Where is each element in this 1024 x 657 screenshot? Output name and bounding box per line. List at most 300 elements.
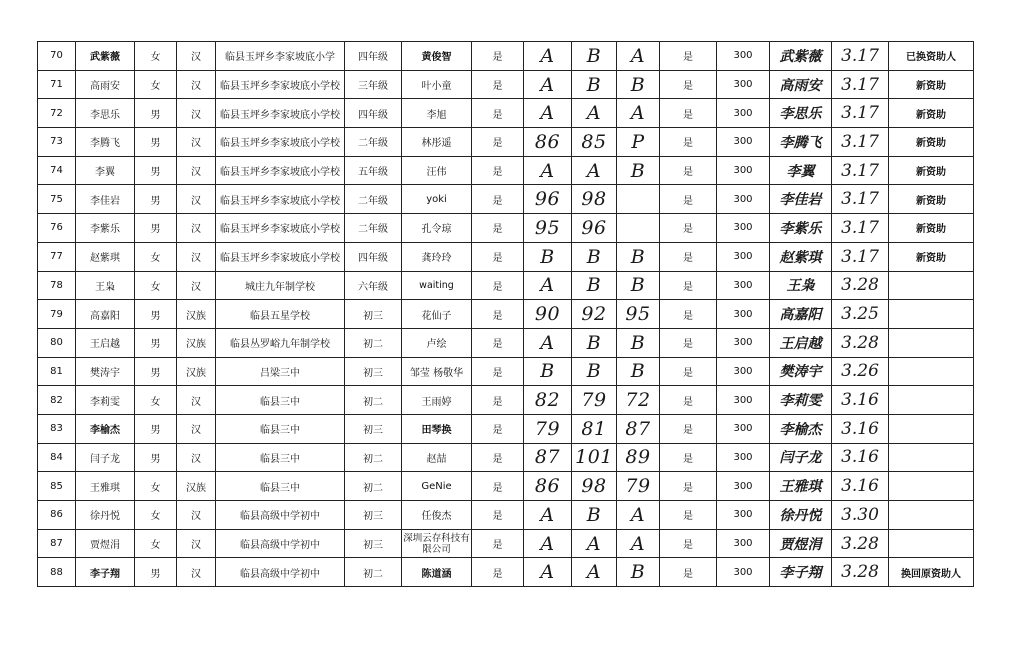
amount-cell: 300: [717, 300, 770, 329]
row-number-cell: 87: [38, 529, 76, 558]
score-1-cell: 79: [524, 414, 572, 443]
score-3-cell: B: [617, 242, 660, 271]
school-cell: 临县高级中学初中: [216, 501, 345, 530]
gender-cell: 女: [135, 271, 177, 300]
score-1-cell: A: [524, 42, 572, 71]
ethnicity-cell: 汉族: [177, 472, 216, 501]
score-2-cell: 96: [572, 214, 617, 243]
amount-cell: 300: [717, 271, 770, 300]
grade-cell: 初三: [345, 357, 402, 386]
note-cell: 新资助: [889, 214, 974, 243]
gender-cell: 男: [135, 443, 177, 472]
row-number-cell: 85: [38, 472, 76, 501]
student-name-cell: 王启越: [76, 328, 135, 357]
signature-cell: 闫子龙: [770, 443, 832, 472]
ethnicity-cell: 汉: [177, 271, 216, 300]
score-1-cell: A: [524, 156, 572, 185]
note-cell: [889, 529, 974, 558]
signature-cell: 李思乐: [770, 99, 832, 128]
amount-cell: 300: [717, 529, 770, 558]
score-1-cell: A: [524, 271, 572, 300]
note-cell: [889, 414, 974, 443]
gender-cell: 男: [135, 357, 177, 386]
row-number-cell: 84: [38, 443, 76, 472]
signature-cell: 李佳岩: [770, 185, 832, 214]
school-cell: 临县玉坪乡李家坡底小学校: [216, 242, 345, 271]
note-cell: 新资助: [889, 185, 974, 214]
sign-date-cell: 3.28: [832, 529, 889, 558]
signature-cell: 王雅琪: [770, 472, 832, 501]
amount-cell: 300: [717, 501, 770, 530]
school-cell: 临县玉坪乡李家坡底小学校: [216, 128, 345, 157]
table-row: [38, 357, 974, 386]
sponsor-cell: yoki: [402, 185, 472, 214]
note-cell: [889, 357, 974, 386]
status-yes-cell: 是: [472, 99, 524, 128]
score-2-cell: 98: [572, 472, 617, 501]
score-1-cell: A: [524, 99, 572, 128]
sponsor-cell: 任俊杰: [402, 501, 472, 530]
grade-cell: 初二: [345, 472, 402, 501]
received-yes-cell: 是: [660, 414, 717, 443]
amount-cell: 300: [717, 558, 770, 587]
status-yes-cell: 是: [472, 414, 524, 443]
score-3-cell: B: [617, 156, 660, 185]
gender-cell: 女: [135, 529, 177, 558]
score-1-cell: B: [524, 242, 572, 271]
status-yes-cell: 是: [472, 558, 524, 587]
school-cell: 临县三中: [216, 443, 345, 472]
grade-cell: 六年级: [345, 271, 402, 300]
score-2-cell: A: [572, 558, 617, 587]
note-cell: [889, 300, 974, 329]
student-name-cell: 高雨安: [76, 70, 135, 99]
grade-cell: 初二: [345, 558, 402, 587]
sign-date-cell: 3.16: [832, 386, 889, 415]
score-2-cell: 101: [572, 443, 617, 472]
received-yes-cell: 是: [660, 386, 717, 415]
score-3-cell: A: [617, 529, 660, 558]
score-1-cell: 95: [524, 214, 572, 243]
student-name-cell: 徐丹悦: [76, 501, 135, 530]
score-1-cell: 96: [524, 185, 572, 214]
score-3-cell: 89: [617, 443, 660, 472]
received-yes-cell: 是: [660, 70, 717, 99]
sign-date-cell: 3.17: [832, 128, 889, 157]
ethnicity-cell: 汉: [177, 529, 216, 558]
signature-cell: 武紫薇: [770, 42, 832, 71]
row-number-cell: 82: [38, 386, 76, 415]
signature-cell: 李莉雯: [770, 386, 832, 415]
ethnicity-cell: 汉: [177, 185, 216, 214]
student-name-cell: 李莉雯: [76, 386, 135, 415]
student-name-cell: 贾煜涓: [76, 529, 135, 558]
score-2-cell: B: [572, 70, 617, 99]
ethnicity-cell: 汉: [177, 156, 216, 185]
sign-date-cell: 3.28: [832, 271, 889, 300]
sponsor-cell: waiting: [402, 271, 472, 300]
ethnicity-cell: 汉: [177, 214, 216, 243]
sponsor-cell: 汪伟: [402, 156, 472, 185]
sponsor-cell: 卢绘: [402, 328, 472, 357]
score-2-cell: A: [572, 99, 617, 128]
signature-cell: 李榆杰: [770, 414, 832, 443]
student-name-cell: 李紫乐: [76, 214, 135, 243]
grade-cell: 初三: [345, 501, 402, 530]
signature-cell: 高嘉阳: [770, 300, 832, 329]
note-cell: [889, 443, 974, 472]
note-cell: [889, 271, 974, 300]
amount-cell: 300: [717, 99, 770, 128]
score-2-cell: 92: [572, 300, 617, 329]
table-row: [38, 156, 974, 185]
received-yes-cell: 是: [660, 42, 717, 71]
score-3-cell: B: [617, 70, 660, 99]
school-cell: 临县三中: [216, 414, 345, 443]
score-2-cell: A: [572, 156, 617, 185]
gender-cell: 男: [135, 328, 177, 357]
note-cell: 新资助: [889, 156, 974, 185]
received-yes-cell: 是: [660, 300, 717, 329]
signature-cell: 贾煜涓: [770, 529, 832, 558]
sponsor-cell: 花仙子: [402, 300, 472, 329]
gender-cell: 女: [135, 501, 177, 530]
sign-date-cell: 3.26: [832, 357, 889, 386]
sponsor-cell: 田琴换: [402, 414, 472, 443]
amount-cell: 300: [717, 128, 770, 157]
score-3-cell: 87: [617, 414, 660, 443]
row-number-cell: 70: [38, 42, 76, 71]
amount-cell: 300: [717, 214, 770, 243]
status-yes-cell: 是: [472, 128, 524, 157]
signature-cell: 李翼: [770, 156, 832, 185]
gender-cell: 男: [135, 185, 177, 214]
student-name-cell: 李思乐: [76, 99, 135, 128]
score-2-cell: B: [572, 501, 617, 530]
status-yes-cell: 是: [472, 156, 524, 185]
gender-cell: 女: [135, 242, 177, 271]
score-3-cell: [617, 185, 660, 214]
sign-date-cell: 3.28: [832, 558, 889, 587]
row-number-cell: 76: [38, 214, 76, 243]
received-yes-cell: 是: [660, 472, 717, 501]
received-yes-cell: 是: [660, 185, 717, 214]
status-yes-cell: 是: [472, 472, 524, 501]
school-cell: 临县玉坪乡李家坡底小学: [216, 42, 345, 71]
score-3-cell: A: [617, 42, 660, 71]
status-yes-cell: 是: [472, 386, 524, 415]
score-1-cell: 90: [524, 300, 572, 329]
school-cell: 临县玉坪乡李家坡底小学校: [216, 214, 345, 243]
table-row: [38, 214, 974, 243]
gender-cell: 男: [135, 156, 177, 185]
student-name-cell: 王枭: [76, 271, 135, 300]
ethnicity-cell: 汉: [177, 242, 216, 271]
note-cell: 换回原资助人: [889, 558, 974, 587]
school-cell: 城庄九年制学校: [216, 271, 345, 300]
table-row: [38, 443, 974, 472]
note-cell: 已换资助人: [889, 42, 974, 71]
grade-cell: 四年级: [345, 99, 402, 128]
score-3-cell: P: [617, 128, 660, 157]
received-yes-cell: 是: [660, 558, 717, 587]
sign-date-cell: 3.16: [832, 443, 889, 472]
signature-cell: 王枭: [770, 271, 832, 300]
status-yes-cell: 是: [472, 271, 524, 300]
grade-cell: 三年级: [345, 70, 402, 99]
row-number-cell: 72: [38, 99, 76, 128]
received-yes-cell: 是: [660, 357, 717, 386]
signature-cell: 高雨安: [770, 70, 832, 99]
score-1-cell: 82: [524, 386, 572, 415]
ethnicity-cell: 汉: [177, 128, 216, 157]
student-name-cell: 赵紫琪: [76, 242, 135, 271]
score-3-cell: B: [617, 271, 660, 300]
school-cell: 临县丛罗峪九年制学校: [216, 328, 345, 357]
score-3-cell: 95: [617, 300, 660, 329]
signature-cell: 李紫乐: [770, 214, 832, 243]
sign-date-cell: 3.17: [832, 156, 889, 185]
sponsor-cell: 深圳云存科技有限公司: [402, 529, 472, 558]
gender-cell: 男: [135, 214, 177, 243]
row-number-cell: 83: [38, 414, 76, 443]
note-cell: 新资助: [889, 242, 974, 271]
school-cell: 临县玉坪乡李家坡底小学校: [216, 185, 345, 214]
amount-cell: 300: [717, 242, 770, 271]
score-3-cell: A: [617, 501, 660, 530]
row-number-cell: 78: [38, 271, 76, 300]
score-3-cell: B: [617, 558, 660, 587]
table-body: [38, 42, 974, 587]
gender-cell: 女: [135, 42, 177, 71]
table-row: [38, 242, 974, 271]
ethnicity-cell: 汉: [177, 42, 216, 71]
signature-cell: 李腾飞: [770, 128, 832, 157]
score-2-cell: 81: [572, 414, 617, 443]
row-number-cell: 75: [38, 185, 76, 214]
score-3-cell: B: [617, 328, 660, 357]
table-row: [38, 386, 974, 415]
school-cell: 临县高级中学初中: [216, 558, 345, 587]
school-cell: 吕梁三中: [216, 357, 345, 386]
sponsor-cell: 龚玲玲: [402, 242, 472, 271]
table-row: [38, 99, 974, 128]
score-1-cell: A: [524, 558, 572, 587]
score-1-cell: B: [524, 357, 572, 386]
amount-cell: 300: [717, 386, 770, 415]
sign-date-cell: 3.17: [832, 99, 889, 128]
score-2-cell: B: [572, 271, 617, 300]
student-name-cell: 李榆杰: [76, 414, 135, 443]
sign-date-cell: 3.17: [832, 185, 889, 214]
amount-cell: 300: [717, 357, 770, 386]
sponsor-cell: 李旭: [402, 99, 472, 128]
sponsor-cell: GeNie: [402, 472, 472, 501]
row-number-cell: 81: [38, 357, 76, 386]
status-yes-cell: 是: [472, 328, 524, 357]
score-3-cell: 79: [617, 472, 660, 501]
school-cell: 临县玉坪乡李家坡底小学校: [216, 70, 345, 99]
sponsor-cell: 赵喆: [402, 443, 472, 472]
score-3-cell: [617, 214, 660, 243]
sponsor-cell: 邹莹 杨敬华: [402, 357, 472, 386]
received-yes-cell: 是: [660, 443, 717, 472]
grade-cell: 二年级: [345, 128, 402, 157]
note-cell: 新资助: [889, 70, 974, 99]
ethnicity-cell: 汉: [177, 386, 216, 415]
note-cell: [889, 328, 974, 357]
row-number-cell: 74: [38, 156, 76, 185]
sponsor-cell: 王雨婷: [402, 386, 472, 415]
sign-date-cell: 3.28: [832, 328, 889, 357]
gender-cell: 女: [135, 386, 177, 415]
sign-date-cell: 3.17: [832, 214, 889, 243]
gender-cell: 男: [135, 99, 177, 128]
row-number-cell: 80: [38, 328, 76, 357]
gender-cell: 男: [135, 414, 177, 443]
status-yes-cell: 是: [472, 242, 524, 271]
table-row: [38, 501, 974, 530]
student-name-cell: 高嘉阳: [76, 300, 135, 329]
table-row: [38, 414, 974, 443]
ethnicity-cell: 汉: [177, 70, 216, 99]
signature-cell: 李子翔: [770, 558, 832, 587]
ethnicity-cell: 汉: [177, 443, 216, 472]
status-yes-cell: 是: [472, 70, 524, 99]
received-yes-cell: 是: [660, 271, 717, 300]
student-name-cell: 李翼: [76, 156, 135, 185]
table-row: [38, 42, 974, 71]
sign-date-cell: 3.25: [832, 300, 889, 329]
table-row: [38, 529, 974, 558]
row-number-cell: 86: [38, 501, 76, 530]
received-yes-cell: 是: [660, 99, 717, 128]
row-number-cell: 79: [38, 300, 76, 329]
table-row: [38, 558, 974, 587]
score-3-cell: 72: [617, 386, 660, 415]
score-1-cell: 87: [524, 443, 572, 472]
table-row: [38, 300, 974, 329]
gender-cell: 男: [135, 300, 177, 329]
received-yes-cell: 是: [660, 501, 717, 530]
student-name-cell: 武紫薇: [76, 42, 135, 71]
sign-date-cell: 3.17: [832, 70, 889, 99]
sign-date-cell: 3.17: [832, 242, 889, 271]
grade-cell: 二年级: [345, 214, 402, 243]
received-yes-cell: 是: [660, 128, 717, 157]
amount-cell: 300: [717, 414, 770, 443]
school-cell: 临县玉坪乡李家坡底小学校: [216, 99, 345, 128]
status-yes-cell: 是: [472, 529, 524, 558]
status-yes-cell: 是: [472, 357, 524, 386]
sign-date-cell: 3.17: [832, 42, 889, 71]
score-1-cell: 86: [524, 472, 572, 501]
grade-cell: 初三: [345, 414, 402, 443]
school-cell: 临县五星学校: [216, 300, 345, 329]
score-2-cell: B: [572, 328, 617, 357]
table-row: [38, 271, 974, 300]
note-cell: [889, 501, 974, 530]
signature-cell: 徐丹悦: [770, 501, 832, 530]
note-cell: 新资助: [889, 128, 974, 157]
score-2-cell: B: [572, 357, 617, 386]
row-number-cell: 88: [38, 558, 76, 587]
signature-cell: 樊涛宇: [770, 357, 832, 386]
student-name-cell: 闫子龙: [76, 443, 135, 472]
sponsor-cell: 叶小童: [402, 70, 472, 99]
table-row: [38, 70, 974, 99]
received-yes-cell: 是: [660, 214, 717, 243]
ethnicity-cell: 汉: [177, 414, 216, 443]
grade-cell: 初三: [345, 300, 402, 329]
note-cell: [889, 472, 974, 501]
grade-cell: 四年级: [345, 242, 402, 271]
table-row: [38, 472, 974, 501]
grade-cell: 初二: [345, 443, 402, 472]
gender-cell: 男: [135, 558, 177, 587]
row-number-cell: 77: [38, 242, 76, 271]
received-yes-cell: 是: [660, 529, 717, 558]
grade-cell: 四年级: [345, 42, 402, 71]
student-name-cell: 李腾飞: [76, 128, 135, 157]
sign-date-cell: 3.30: [832, 501, 889, 530]
amount-cell: 300: [717, 42, 770, 71]
note-cell: [889, 386, 974, 415]
status-yes-cell: 是: [472, 300, 524, 329]
score-1-cell: 86: [524, 128, 572, 157]
ethnicity-cell: 汉族: [177, 357, 216, 386]
amount-cell: 300: [717, 70, 770, 99]
sign-date-cell: 3.16: [832, 472, 889, 501]
student-name-cell: 李子翔: [76, 558, 135, 587]
school-cell: 临县高级中学初中: [216, 529, 345, 558]
sign-date-cell: 3.16: [832, 414, 889, 443]
student-name-cell: 樊涛宇: [76, 357, 135, 386]
row-number-cell: 71: [38, 70, 76, 99]
score-2-cell: B: [572, 42, 617, 71]
grade-cell: 五年级: [345, 156, 402, 185]
ethnicity-cell: 汉: [177, 501, 216, 530]
ethnicity-cell: 汉族: [177, 300, 216, 329]
gender-cell: 女: [135, 472, 177, 501]
ethnicity-cell: 汉: [177, 99, 216, 128]
score-1-cell: A: [524, 501, 572, 530]
signature-cell: 赵紫琪: [770, 242, 832, 271]
score-2-cell: A: [572, 529, 617, 558]
gender-cell: 女: [135, 70, 177, 99]
table-row: [38, 128, 974, 157]
sponsor-cell: 陈道涵: [402, 558, 472, 587]
score-2-cell: B: [572, 242, 617, 271]
school-cell: 临县三中: [216, 472, 345, 501]
table-row: [38, 328, 974, 357]
school-cell: 临县玉坪乡李家坡底小学校: [216, 156, 345, 185]
received-yes-cell: 是: [660, 156, 717, 185]
ethnicity-cell: 汉族: [177, 328, 216, 357]
status-yes-cell: 是: [472, 185, 524, 214]
status-yes-cell: 是: [472, 214, 524, 243]
table-row: [38, 185, 974, 214]
score-1-cell: A: [524, 529, 572, 558]
amount-cell: 300: [717, 443, 770, 472]
grade-cell: 初三: [345, 529, 402, 558]
amount-cell: 300: [717, 156, 770, 185]
amount-cell: 300: [717, 328, 770, 357]
status-yes-cell: 是: [472, 443, 524, 472]
grade-cell: 初二: [345, 328, 402, 357]
status-yes-cell: 是: [472, 501, 524, 530]
score-3-cell: A: [617, 99, 660, 128]
